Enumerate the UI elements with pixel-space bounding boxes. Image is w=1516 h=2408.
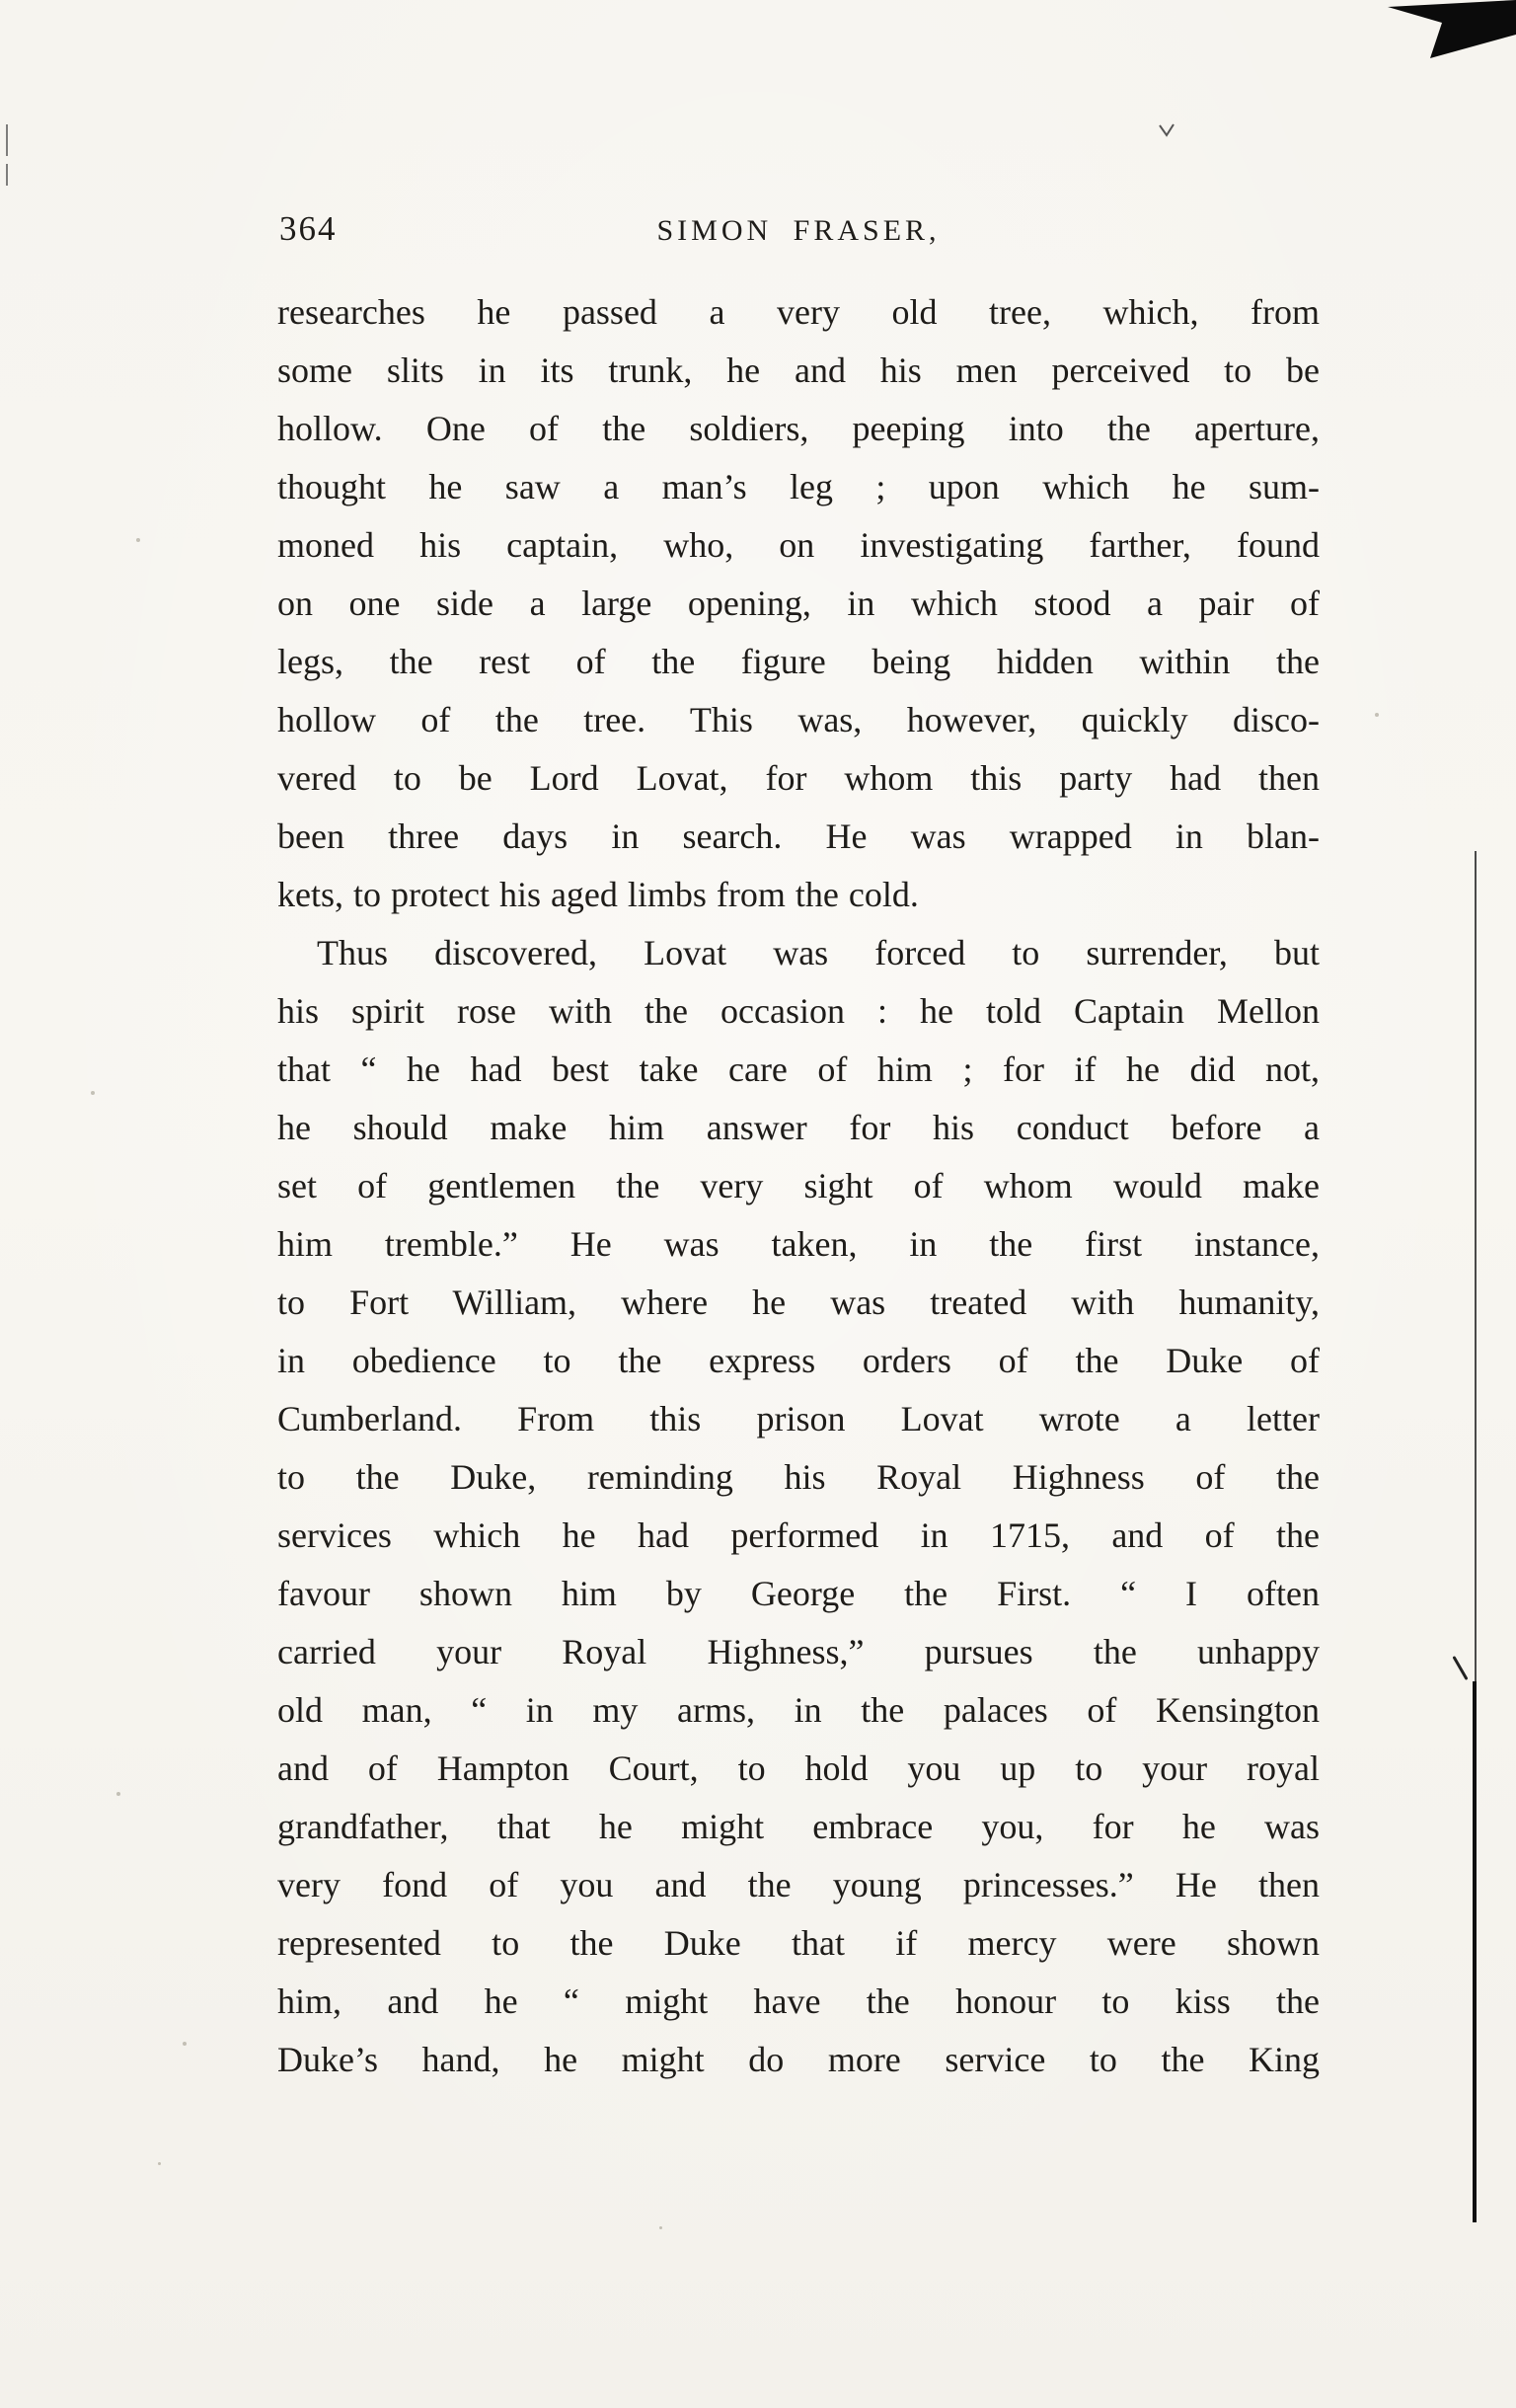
text-line: Cumberland. From this prison Lovat wrote a letter — [277, 1399, 1320, 1438]
scan-speck — [659, 2226, 662, 2229]
left-margin-tick — [6, 164, 8, 186]
scan-speck — [116, 1792, 120, 1796]
page-edge-line-upper — [1475, 851, 1477, 1685]
scan-speck — [158, 2162, 161, 2165]
text-line: Duke’s hand, he might do more service to the King — [277, 2040, 1320, 2079]
text-line: carried your Royal Highness,” pursues the unhappy — [277, 1632, 1320, 1671]
scan-speck — [183, 2042, 187, 2046]
text-line: on one side a large opening, in which stood a pair of — [277, 583, 1320, 623]
paragraph — [277, 924, 1320, 2089]
text-line: some slits in its trunk, he and his men perceived to be — [277, 350, 1320, 390]
text-line: services which he had performed in 1715, and of the — [277, 1515, 1320, 1555]
text-line: Thus discovered, Lovat was forced to surrender, but — [317, 933, 1320, 972]
text-line: grandfather, that he might embrace you, for he was — [277, 1807, 1320, 1846]
text-line: researches he passed a very old tree, which, from — [277, 292, 1320, 332]
text-line: him tremble.” He was taken, in the first instance, — [277, 1224, 1320, 1264]
text-line: thought he saw a man’s leg ; upon which he sum- — [277, 467, 1320, 506]
check-mark-artifact-icon — [1159, 123, 1175, 137]
text-line: vered to be Lord Lovat, for whom this party had then — [277, 758, 1320, 798]
text-line: favour shown him by George the First. “ I often — [277, 1574, 1320, 1613]
text-line: kets, to protect his aged limbs from the cold. — [277, 875, 919, 914]
text-line: been three days in search. He was wrapped in blan- — [277, 816, 1320, 856]
text-line: very fond of you and the young princesses.” He then — [277, 1865, 1320, 1904]
text-line: set of gentlemen the very sight of whom would make — [277, 1166, 1320, 1205]
text-line: his spirit rose with the occasion : he told Captain Mellon — [277, 991, 1320, 1031]
text-line: old man, “ in my arms, in the palaces of Kensington — [277, 1690, 1320, 1730]
edge-hook-mark — [1452, 1656, 1468, 1680]
text-line: legs, the rest of the figure being hidden within the — [277, 642, 1320, 681]
page-corner-fold-icon — [1386, 0, 1516, 61]
page-number: 364 — [279, 209, 338, 248]
text-line: and of Hampton Court, to hold you up to your royal — [277, 1748, 1320, 1788]
text-line: hollow of the tree. This was, however, quickly disco- — [277, 700, 1320, 739]
page-edge-line-lower — [1473, 1681, 1477, 2222]
paragraph — [277, 283, 1320, 924]
text-line: that “ he had best take care of him ; for if he did not, — [277, 1049, 1320, 1089]
text-block — [277, 283, 1320, 2089]
text-line: he should make him answer for his conduct before a — [277, 1108, 1320, 1147]
text-line: in obedience to the express orders of the Duke of — [277, 1341, 1320, 1380]
running-title: SIMON FRASER, — [656, 214, 941, 247]
scan-speck — [91, 1091, 95, 1095]
text-line: to the Duke, reminding his Royal Highness of the — [277, 1457, 1320, 1497]
text-line: hollow. One of the soldiers, peeping into the aperture, — [277, 409, 1320, 448]
text-line: him, and he “ might have the honour to kiss the — [277, 1981, 1320, 2021]
left-margin-tick — [6, 124, 8, 156]
text-line: moned his captain, who, on investigating farther, found — [277, 525, 1320, 565]
text-line: represented to the Duke that if mercy were shown — [277, 1923, 1320, 1963]
scan-speck — [1375, 713, 1379, 717]
scan-speck — [136, 538, 140, 542]
page-header — [277, 205, 1320, 257]
text-line: to Fort William, where he was treated with humanity, — [277, 1282, 1320, 1322]
